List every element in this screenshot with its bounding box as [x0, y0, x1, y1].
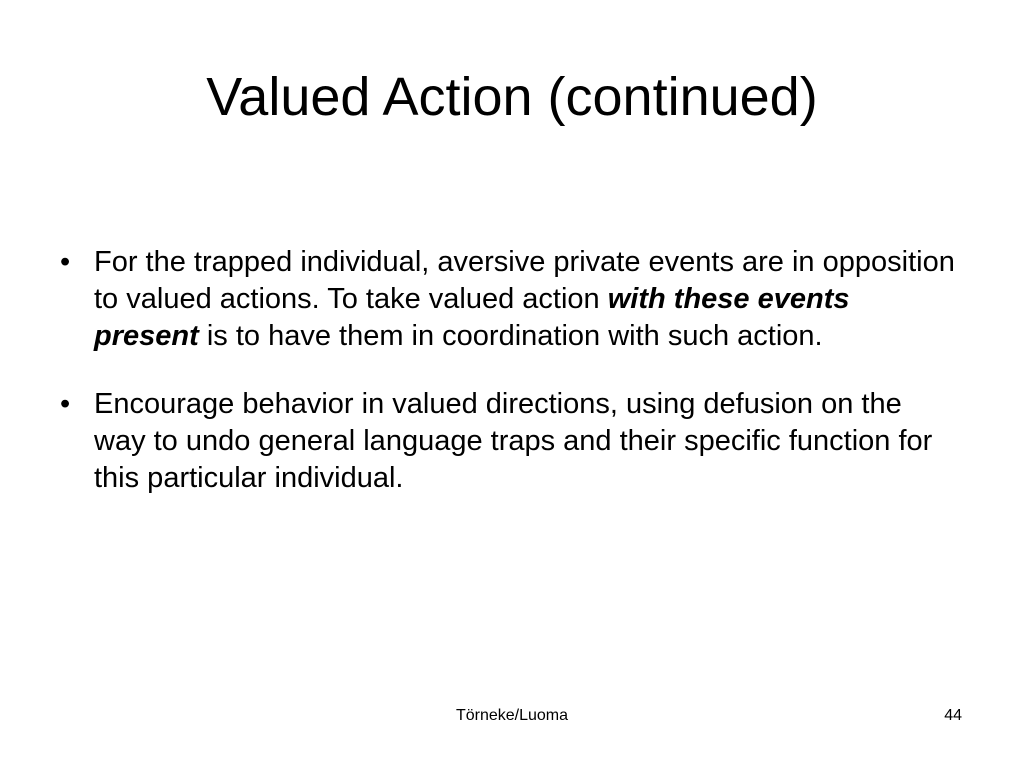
bullet-text-after: is to have them in coordination with such action.: [198, 320, 823, 352]
bullet-emphasis: with these events present: [94, 283, 850, 352]
bullet-text: Encourage behavior in valued directions, using defusion on the way to undo general language traps and their specific function for this particular individual.: [94, 388, 933, 494]
page-number: 44: [944, 707, 962, 724]
footer-author: Törneke/Luoma: [455, 707, 569, 724]
bullet-marker: •: [60, 246, 71, 278]
bullet-item-1: [60, 244, 960, 355]
slide-title: Valued Action (continued): [206, 67, 818, 127]
bullet-item-2: [60, 386, 960, 497]
bullet-text-before: For the trapped individual, aversive private events are in opposition to valued actions. To take valued action: [94, 246, 955, 315]
bullet-list: [60, 244, 960, 528]
bullet-marker: •: [60, 388, 71, 420]
